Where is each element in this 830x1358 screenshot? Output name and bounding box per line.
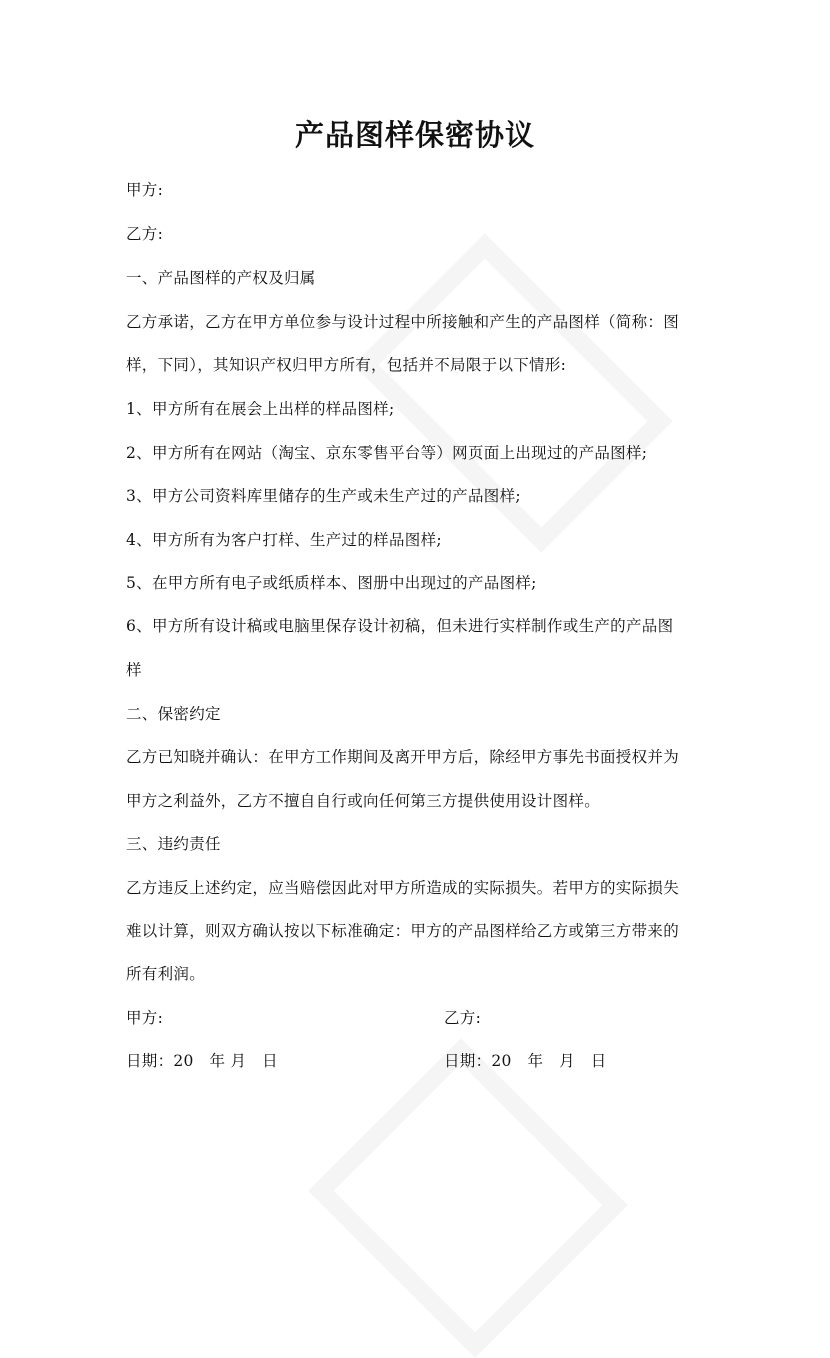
list-item: 5、在甲方所有电子或纸质样本、图册中出现过的产品图样; (126, 574, 537, 592)
section1-intro-line2: 样，下同），其知识产权归甲方所有，包括并不局限于以下情形: (126, 356, 567, 374)
list-item: 3、甲方公司资料库里储存的生产或未生产过的产品图样; (126, 487, 521, 505)
list-item: 2、甲方所有在网站（淘宝、京东零售平台等）网页面上出现过的产品图样; (126, 444, 648, 462)
section3-heading: 三、违约责任 (126, 835, 221, 853)
list-item: 1、甲方所有在展会上出样的样品图样; (126, 400, 395, 418)
list-item-continuation: 样 (126, 661, 142, 679)
signature-date-b: 日期：20 年 月 日 (444, 1052, 607, 1070)
document-title: 产品图样保密协议 (294, 118, 535, 152)
watermark-stamp (308, 1038, 628, 1358)
section1-intro-line1: 乙方承诺，乙方在甲方单位参与设计过程中所接触和产生的产品图样（简称：图 (126, 313, 680, 331)
section2-heading: 二、保密约定 (126, 705, 221, 723)
party-b-label: 乙方: (126, 225, 164, 243)
list-item: 4、甲方所有为客户打样、生产过的样品图样; (126, 531, 442, 549)
section3-line3: 所有利润。 (126, 965, 206, 983)
signature-party-b: 乙方: (444, 1009, 482, 1027)
party-a-label: 甲方: (126, 181, 164, 199)
section3-line2: 难以计算，则双方确认按以下标准确定：甲方的产品图样给乙方或第三方带来的 (126, 922, 680, 940)
signature-date-a: 日期：20 年 月 日 (126, 1052, 278, 1070)
section2-line1: 乙方已知晓并确认：在甲方工作期间及离开甲方后，除经甲方事先书面授权并为 (126, 748, 680, 766)
section3-line1: 乙方违反上述约定，应当赔偿因此对甲方所造成的实际损失。若甲方的实际损失 (126, 879, 680, 897)
section1-heading: 一、产品图样的产权及归属 (126, 269, 316, 287)
list-item: 6、甲方所有设计稿或电脑里保存设计初稿，但未进行实样制作或生产的产品图 (126, 617, 674, 635)
section2-line2: 甲方之利益外，乙方不擅自自行或向任何第三方提供使用设计图样。 (126, 792, 601, 810)
signature-party-a: 甲方: (126, 1009, 164, 1027)
